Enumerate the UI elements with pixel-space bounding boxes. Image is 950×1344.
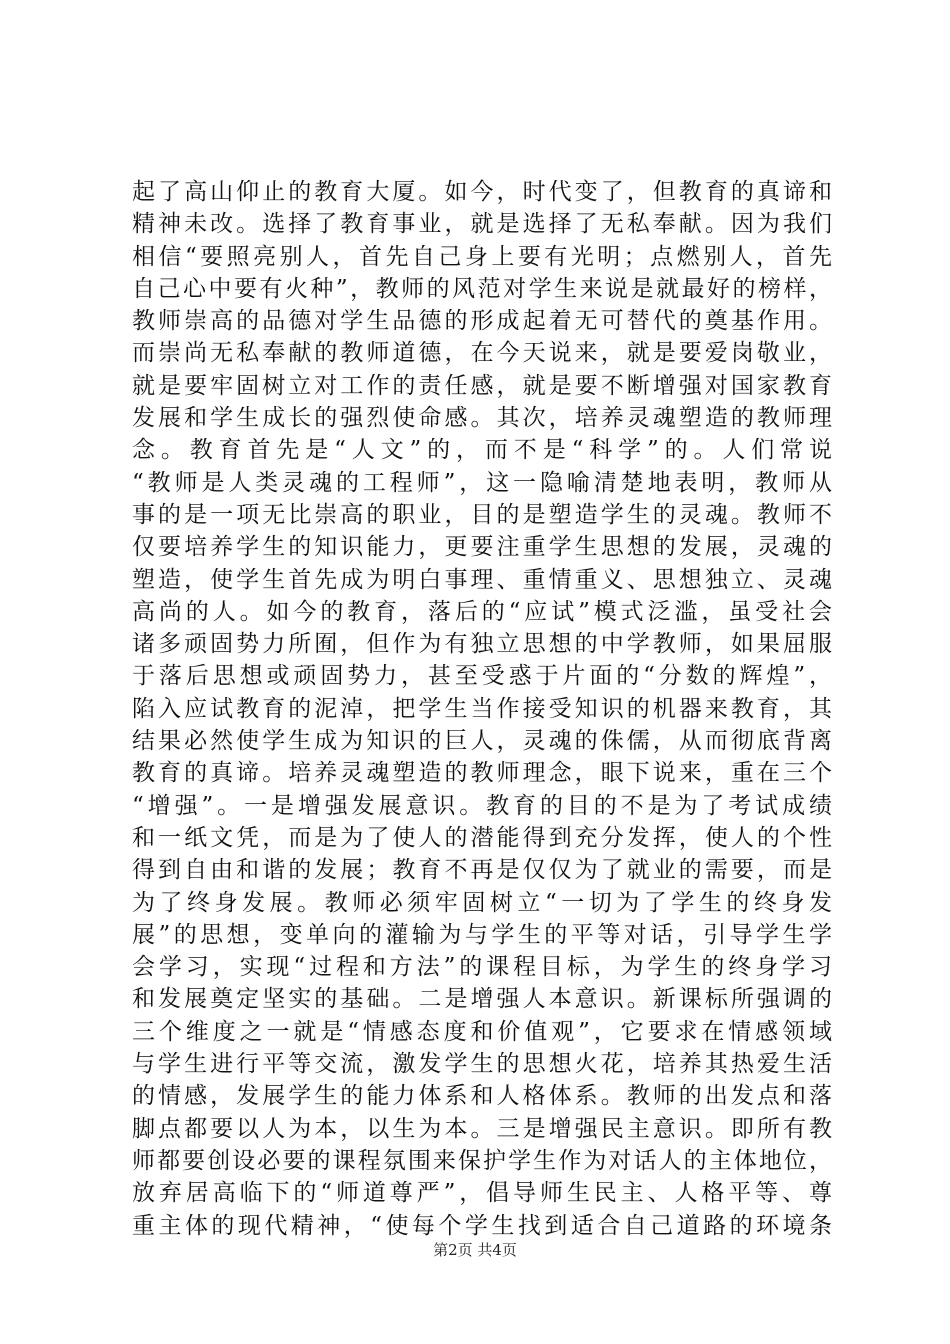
text-line: 仅要培养学生的知识能力，更要注重学生思想的发展，灵魂的	[132, 534, 832, 561]
text-line: 念。教育首先是“人文”的，而不是“科学”的。人们常说	[132, 437, 832, 464]
text-line: 于落后思想或顽固势力，甚至受惑于片面的“分数的辉煌”，	[132, 663, 832, 690]
text-line: 的情感，发展学生的能力体系和人格体系。教师的出发点和落	[132, 1083, 832, 1110]
text-line: 教师崇高的品德对学生品德的形成起着无可替代的奠基作用。	[132, 308, 832, 335]
page-footer: 第2页 共4页	[433, 1241, 517, 1259]
text-line: 和发展奠定坚实的基础。二是增强人本意识。新课标所强调的	[132, 986, 832, 1013]
text-line: 会学习，实现“过程和方法”的课程目标，为学生的终身学习	[132, 954, 832, 981]
text-line: 教育的真谛。培养灵魂塑造的教师理念，眼下说来，重在三个	[132, 760, 832, 787]
body-text	[132, 176, 832, 1242]
text-line: 重主体的现代精神，“使每个学生找到适合自己道路的环境条	[132, 1212, 832, 1239]
text-line: 相信“要照亮别人，首先自己身上要有光明；点燃别人，首先	[132, 243, 832, 270]
text-line: 就是要牢固树立对工作的责任感，就是要不断增强对国家教育	[132, 372, 832, 399]
text-line: 放弃居高临下的“师道尊严”，倡导师生民主、人格平等、尊	[132, 1180, 832, 1207]
text-line: 脚点都要以人为本，以生为本。三是增强民主意识。即所有教	[132, 1115, 832, 1142]
text-line: 诸多顽固势力所囿，但作为有独立思想的中学教师，如果屈服	[132, 631, 832, 658]
text-line: 而崇尚无私奉献的教师道德，在今天说来，就是要爱岗敬业，	[132, 340, 832, 367]
text-line: 发展和学生成长的强烈使命感。其次，培养灵魂塑造的教师理	[132, 405, 832, 432]
text-line: 与学生进行平等交流，激发学生的思想火花，培养其热爱生活	[132, 1051, 832, 1078]
text-line: 起了高山仰止的教育大厦。如今，时代变了，但教育的真谛和	[132, 179, 832, 205]
text-line: 高尚的人。如今的教育，落后的“应试”模式泛滥，虽受社会	[132, 598, 832, 625]
text-line: 结果必然使学生成为知识的巨人，灵魂的侏儒，从而彻底背离	[132, 728, 832, 755]
text-line: 塑造，使学生首先成为明白事理、重情重义、思想独立、灵魂	[132, 566, 832, 593]
text-line: 得到自由和谐的发展；教育不再是仅仅为了就业的需要，而是	[132, 857, 832, 884]
text-line: 为了终身发展。教师必须牢固树立“一切为了学生的终身发	[132, 889, 832, 916]
text-line: 陷入应试教育的泥淖，把学生当作接受知识的机器来教育，其	[132, 695, 832, 722]
text-line: 精神未改。选择了教育事业，就是选择了无私奉献。因为我们	[132, 211, 832, 238]
text-line: 展”的思想，变单向的灌输为与学生的平等对话，引导学生学	[132, 921, 832, 948]
text-line: 三个维度之一就是“情感态度和价值观”，它要求在情感领域	[132, 1018, 832, 1045]
text-line: 和一纸文凭，而是为了使人的潜能得到充分发挥，使人的个性	[132, 824, 832, 851]
text-line: “增强”。一是增强发展意识。教育的目的不是为了考试成绩	[132, 792, 832, 819]
text-line: 自己心中要有火种”，教师的风范对学生来说是就最好的榜样，	[132, 275, 832, 302]
text-line: “教师是人类灵魂的工程师”，这一隐喻清楚地表明，教师从	[132, 469, 832, 496]
text-line: 师都要创设必要的课程氛围来保护学生作为对话人的主体地位，	[132, 1147, 832, 1174]
text-line: 事的是一项无比崇高的职业，目的是塑造学生的灵魂。教师不	[132, 501, 832, 528]
